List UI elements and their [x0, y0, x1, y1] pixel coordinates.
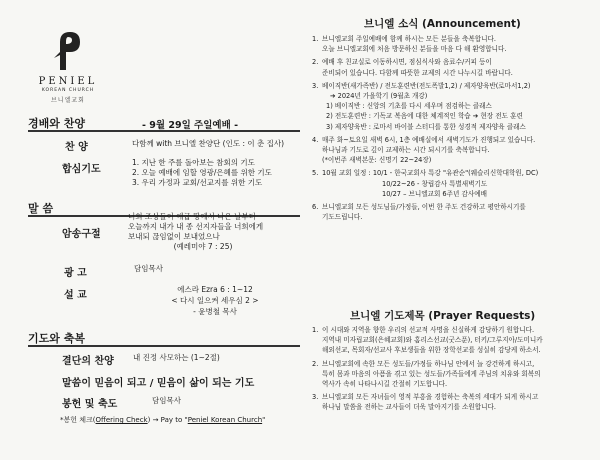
sermon-info	[150, 284, 280, 317]
list-item: 2. 예배 후 친교실로 이동하시면, 점심식사와 음료수/커피 등이 준비되어 있습니다. 다함께 따뜻한 교제의 시간 나누시길 바랍니다.	[312, 58, 513, 77]
list-item: 2. 오늘 예배에 임할 영광/은혜를 위한 기도	[132, 168, 272, 177]
praise-label: 찬 양	[65, 142, 88, 153]
announcements-title: 브니엘 소식 (Announcement)	[364, 18, 521, 30]
offering-leader: 담임목사	[152, 396, 181, 405]
list-item: 3. 베이직반(새가족반) / 전도훈련반(전도폭발1,2) / 제자양육반(로마서1,2) ➔ 2024년 가을학기 (9월초 개강) 1) 베이직반 : 신앙의 기초를 다시 세우며 점검하는 클래스 2) 전도훈련반 : 기독교 복음에 대한 체계적인 학습 ➔ 현장 전도 훈련 3) 제자양육반 : 로마서 바이블 스터디를 통한 성경적 제자양육 클래스	[312, 81, 531, 131]
service-date: - 9월 29일 주일예배 -	[142, 120, 239, 131]
worship-section-title: 경배와 찬양	[28, 117, 85, 130]
prayer-list	[132, 158, 272, 188]
recite-text: 너희 조상들이 애굽 땅에서 나온 날부터 오늘까지 내가 내 종 선지자들을 너희에게 보내되 끊임없이 보내었으나 (예레미야 7 : 25)	[128, 212, 264, 251]
announcement-leader: 담임목사	[134, 264, 163, 273]
word-section-title: 말 씀	[28, 202, 54, 215]
response-text: 내 진정 사모하는 (1~2절)	[133, 353, 220, 362]
payee-name: Peniel Korean Church	[187, 416, 263, 424]
logo-subtitle: KOREAN CHURCH	[41, 88, 95, 93]
offering-check-link: Offering Check	[95, 416, 148, 424]
faith-prayer-line: 말씀이 믿음이 되고 / 믿음이 삶이 되는 기도	[62, 378, 255, 389]
announcement-label: 광 고	[64, 268, 87, 279]
list-item: 1. 지난 한 주를 돌아보는 참회의 기도	[132, 158, 255, 167]
list-item: 1. 이 시대와 지역을 향한 우리의 선교적 사명을 신실하게 감당하기 원합니다. 지역내 미자립교회(은혜교회)와 홈리스선교(굿스푼), 터키/그루지아/도미니카 해외선교, 목회자/선교사 후보생들을 위한 장학선교를 성실히 감당케 하소서.	[312, 326, 543, 355]
offering-label: 봉헌 및 축도	[62, 399, 118, 410]
list-item: 1. 브니엘교회 주일예배에 함께 하시는 모든 분들을 축복합니다. 오늘 브니엘교회에 처음 방문하신 분들을 마음 다 해 환영합니다.	[312, 35, 507, 54]
list-item: 2. 브니엘교회에 속한 모든 성도들/가정들 하나님 안에서 늘 강건하게 하시고, 특히 몸과 마음의 아픔을 겪고 있는 성도들/가족들에게 주님의 치유와 회복의 역사가 속히 나타나시길 간절히 기도합니다.	[312, 359, 541, 389]
list-item: 3. 우리 가정과 교회/선교지를 위한 기도	[132, 178, 263, 187]
list-item: 6. 브니엘교회 모든 성도님들/가정들, 이번 한 주도 건강하고 평안하시기를 기도드립니다.	[312, 203, 526, 222]
sermon-title: < 다시 일으켜 세우심 2 >	[171, 296, 259, 305]
logo-korean: 브니엘교회	[51, 97, 85, 104]
sermon-preacher: - 윤병철 목사	[193, 307, 237, 316]
praise-text: 다함께 with 브니엘 찬양단 (인도 : 이 춘 집사)	[132, 139, 285, 148]
sermon-scripture: 에스라 Ezra 6 : 1~12	[177, 285, 253, 294]
offering-footnote: *봉헌 체크(Offering Check) → Pay to "Peniel Korean Church"	[60, 416, 266, 424]
prayer-requests-list	[312, 325, 594, 413]
church-logo-icon	[50, 28, 82, 72]
prayer-requests-title: 브니엘 기도제목 (Prayer Requests)	[350, 310, 536, 322]
prayer-label: 합심기도	[62, 164, 101, 175]
response-label: 결단의 찬양	[62, 356, 114, 367]
list-item: 3. 브니엘교회 모든 자녀들이 영적 부흥을 경험하는 축복의 세대가 되게 하시고 하나님 말씀을 전하는 교사들이 더욱 말아지기를 소원합니다.	[312, 393, 539, 412]
logo-name: PENIEL	[38, 76, 98, 87]
announcements-list	[312, 34, 594, 222]
recite-label: 암송구절	[62, 229, 101, 240]
closing-section-title: 기도와 축복	[28, 332, 85, 345]
list-item: 5. 10월 교회 일정 : 10/1 - 한국교회사 특강 "유관순"(웨슬리신학대학원, DC) 10/22~26 - 창립감사 특별새벽기도 10/27 – 브니엘교회 6주년 감사예배	[312, 169, 539, 198]
sermon-label: 설 교	[64, 290, 87, 301]
list-item: 4. 매주 화~토요일 새벽 6시, 1층 예배실에서 새벽기도가 진행되고 있습니다. 하나님과 기도로 깊이 교제하는 시간 되시기를 축복합니다. (*이번주 새벽본문: 신명기 22~24장)	[312, 135, 536, 165]
closing-divider	[28, 345, 300, 347]
